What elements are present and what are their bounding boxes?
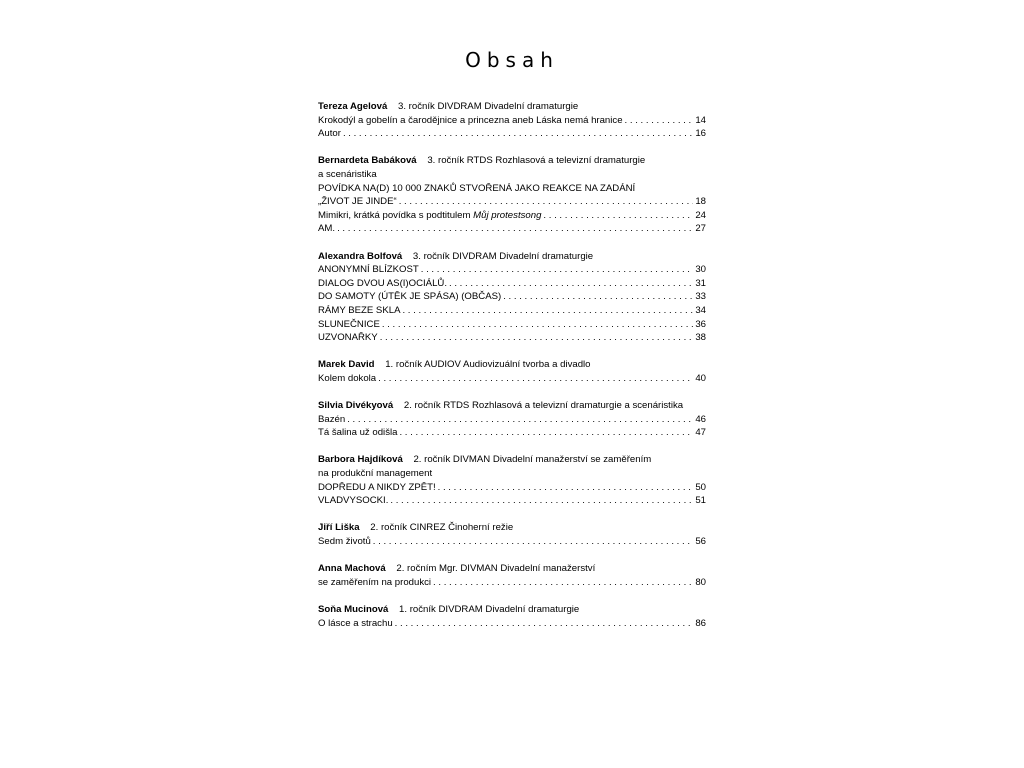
toc-entry[interactable] — [318, 576, 706, 590]
toc-section — [318, 358, 706, 385]
study-info: 3. ročník DIVDRAM Divadelní dramaturgie — [398, 101, 579, 112]
study-info-continued: a scenáristika — [318, 168, 377, 180]
page-number: 34 — [695, 304, 706, 316]
page-number: 16 — [695, 128, 706, 140]
author-name: Bernardeta Babáková — [318, 155, 417, 167]
section-heading — [318, 154, 706, 168]
entry-title: RÁMY BEZE SKLA — [318, 304, 401, 316]
toc-entry[interactable] — [318, 222, 706, 236]
entry-title: Kolem dokola — [318, 372, 377, 384]
study-info: 1. ročník DIVDRAM Divadelní dramaturgie — [399, 603, 580, 615]
entry-title: DO SAMOTY (ÚTĚK JE SPÁSA) (OBČAS) — [318, 291, 502, 303]
page-number: 33 — [695, 291, 706, 303]
toc-entry[interactable] — [318, 413, 706, 427]
toc-entry[interactable] — [318, 318, 706, 332]
page-number: 38 — [695, 332, 706, 344]
toc-section — [318, 154, 706, 236]
author-name: Alexandra Bolfová — [318, 250, 403, 262]
leader-dots — [347, 413, 693, 427]
page-number: 40 — [695, 372, 706, 384]
entry-title: O lásce a strachu — [318, 617, 393, 629]
page-number: 80 — [695, 576, 706, 588]
toc-entry[interactable] — [318, 617, 706, 631]
page-number: 31 — [695, 277, 706, 289]
author-name: Soňa Mucinová — [318, 603, 389, 615]
study-info: 1. ročník AUDIOV Audiovizuální tvorba a divadlo — [385, 359, 591, 371]
toc-entry[interactable] — [318, 304, 706, 318]
toc-section — [318, 562, 706, 589]
leader-dots — [402, 304, 693, 318]
author-name: Silvia Divékyová — [318, 400, 394, 412]
section-heading — [318, 603, 706, 617]
page-title: Obsah — [465, 48, 559, 72]
toc-section — [318, 453, 706, 507]
section-heading — [318, 453, 706, 467]
page-number: 56 — [695, 536, 706, 547]
toc-entry[interactable] — [318, 277, 706, 291]
entry-title: Sedm životů — [318, 536, 371, 547]
table-of-contents — [318, 100, 706, 644]
leader-dots — [395, 617, 694, 631]
page-number: 50 — [695, 481, 706, 493]
leader-dots — [382, 318, 693, 332]
leader-dots — [438, 481, 694, 495]
author-name: Marek David — [318, 359, 375, 371]
entry-title: Tá šalina už odišla — [318, 427, 398, 439]
entry-title: DOPŘEDU A NIKDY ZPĚT! — [318, 481, 436, 493]
section-heading — [318, 100, 706, 114]
leader-dots — [433, 576, 693, 590]
leader-dots — [625, 114, 694, 128]
page-number: 47 — [695, 427, 706, 439]
toc-section — [318, 399, 706, 440]
toc-entry[interactable] — [318, 263, 706, 277]
study-info: 2. ročník RTDS Rozhlasová a televizní dramaturgie a scenáristika — [403, 400, 684, 412]
leader-dots — [373, 535, 694, 549]
toc-entry[interactable] — [318, 372, 706, 386]
study-info: 3. ročník DIVDRAM Divadelní dramaturgie — [412, 250, 594, 262]
study-info: 2. ročním Mgr. DIVMAN Divadelní manažerství — [396, 563, 596, 575]
page-number: 86 — [695, 617, 706, 629]
page-number: 51 — [695, 495, 706, 507]
entry-title-text: Mimikri, krátká povídka s podtitulem — [318, 209, 474, 221]
toc-entry[interactable] — [318, 331, 706, 345]
leader-dots — [449, 277, 693, 291]
toc-entry[interactable] — [318, 426, 706, 440]
entry-title: AM. — [318, 223, 336, 235]
entry-title: SLUNEČNICE — [318, 318, 380, 330]
study-info: 3. ročník RTDS Rozhlasová a televizní dramaturgie — [427, 155, 646, 167]
toc-entry[interactable] — [318, 290, 706, 304]
toc-entry[interactable] — [318, 494, 706, 508]
leader-dots — [378, 372, 693, 386]
toc-entry[interactable] — [318, 195, 706, 209]
author-name: Jiří Liška — [318, 522, 360, 534]
section-heading — [318, 250, 706, 264]
entry-title: Autor — [318, 128, 341, 140]
leader-dots — [343, 127, 693, 141]
page-number: 18 — [695, 196, 706, 208]
toc-entry[interactable] — [318, 209, 706, 223]
leader-dots — [399, 195, 694, 209]
leader-dots — [337, 222, 693, 236]
author-name: Anna Machová — [318, 563, 386, 575]
leader-dots — [399, 426, 693, 440]
leader-dots — [503, 290, 693, 304]
toc-section — [318, 250, 706, 345]
entry-title: UZVONAŘKY — [318, 332, 378, 344]
toc-entry[interactable] — [318, 114, 706, 128]
entry-title: DIALOG DVOU AS(I)OCIÁLŮ. — [318, 277, 448, 289]
toc-section — [318, 521, 706, 548]
page-number: 24 — [695, 209, 706, 221]
page-number: 14 — [695, 114, 706, 126]
entry-title: Krokodýl a gobelín a čarodějnice a princezna aneb Láska nemá hranice — [318, 114, 623, 126]
author-name: Barbora Hajdíková — [318, 454, 403, 466]
leader-dots — [543, 209, 693, 223]
leader-dots — [390, 494, 693, 508]
toc-section — [318, 100, 706, 141]
page-number: 30 — [695, 264, 706, 276]
toc-entry[interactable] — [318, 481, 706, 495]
section-heading — [318, 521, 706, 535]
study-info: 2. ročník CINREZ Činoherní režie — [370, 522, 514, 534]
entry-title: Bazén — [318, 413, 346, 425]
page-number: 36 — [695, 318, 706, 330]
page-number: 27 — [695, 223, 706, 235]
entry-title: se zaměřením na produkci — [318, 576, 432, 588]
leader-dots — [380, 331, 694, 345]
author-name: Tereza Agelová — [318, 101, 388, 112]
page-number: 46 — [695, 413, 706, 425]
toc-section — [318, 603, 706, 630]
entry-title: ANONYMNÍ BLÍZKOST — [318, 264, 419, 276]
entry-title-italic: Můj protestsong — [473, 209, 542, 221]
study-info: 2. ročník DIVMAN Divadelní manažerství se zaměřením — [413, 454, 652, 466]
toc-entry[interactable] — [318, 127, 706, 141]
section-heading — [318, 358, 706, 372]
entry-title: „ŽIVOT JE JINDE“ — [318, 196, 397, 208]
leader-dots — [421, 263, 694, 277]
study-info-continued: na produkční management — [318, 468, 433, 480]
entry-title: VLADVYSOCKI. — [318, 495, 389, 507]
section-heading — [318, 562, 706, 576]
section-heading — [318, 399, 706, 413]
toc-entry[interactable] — [318, 535, 706, 549]
entry-title-line[interactable]: POVÍDKA NA(D) 10 000 ZNAKŮ STVOŘENÁ JAKO REAKCE NA ZADÁNÍ — [318, 182, 636, 194]
entry-title — [318, 209, 541, 223]
